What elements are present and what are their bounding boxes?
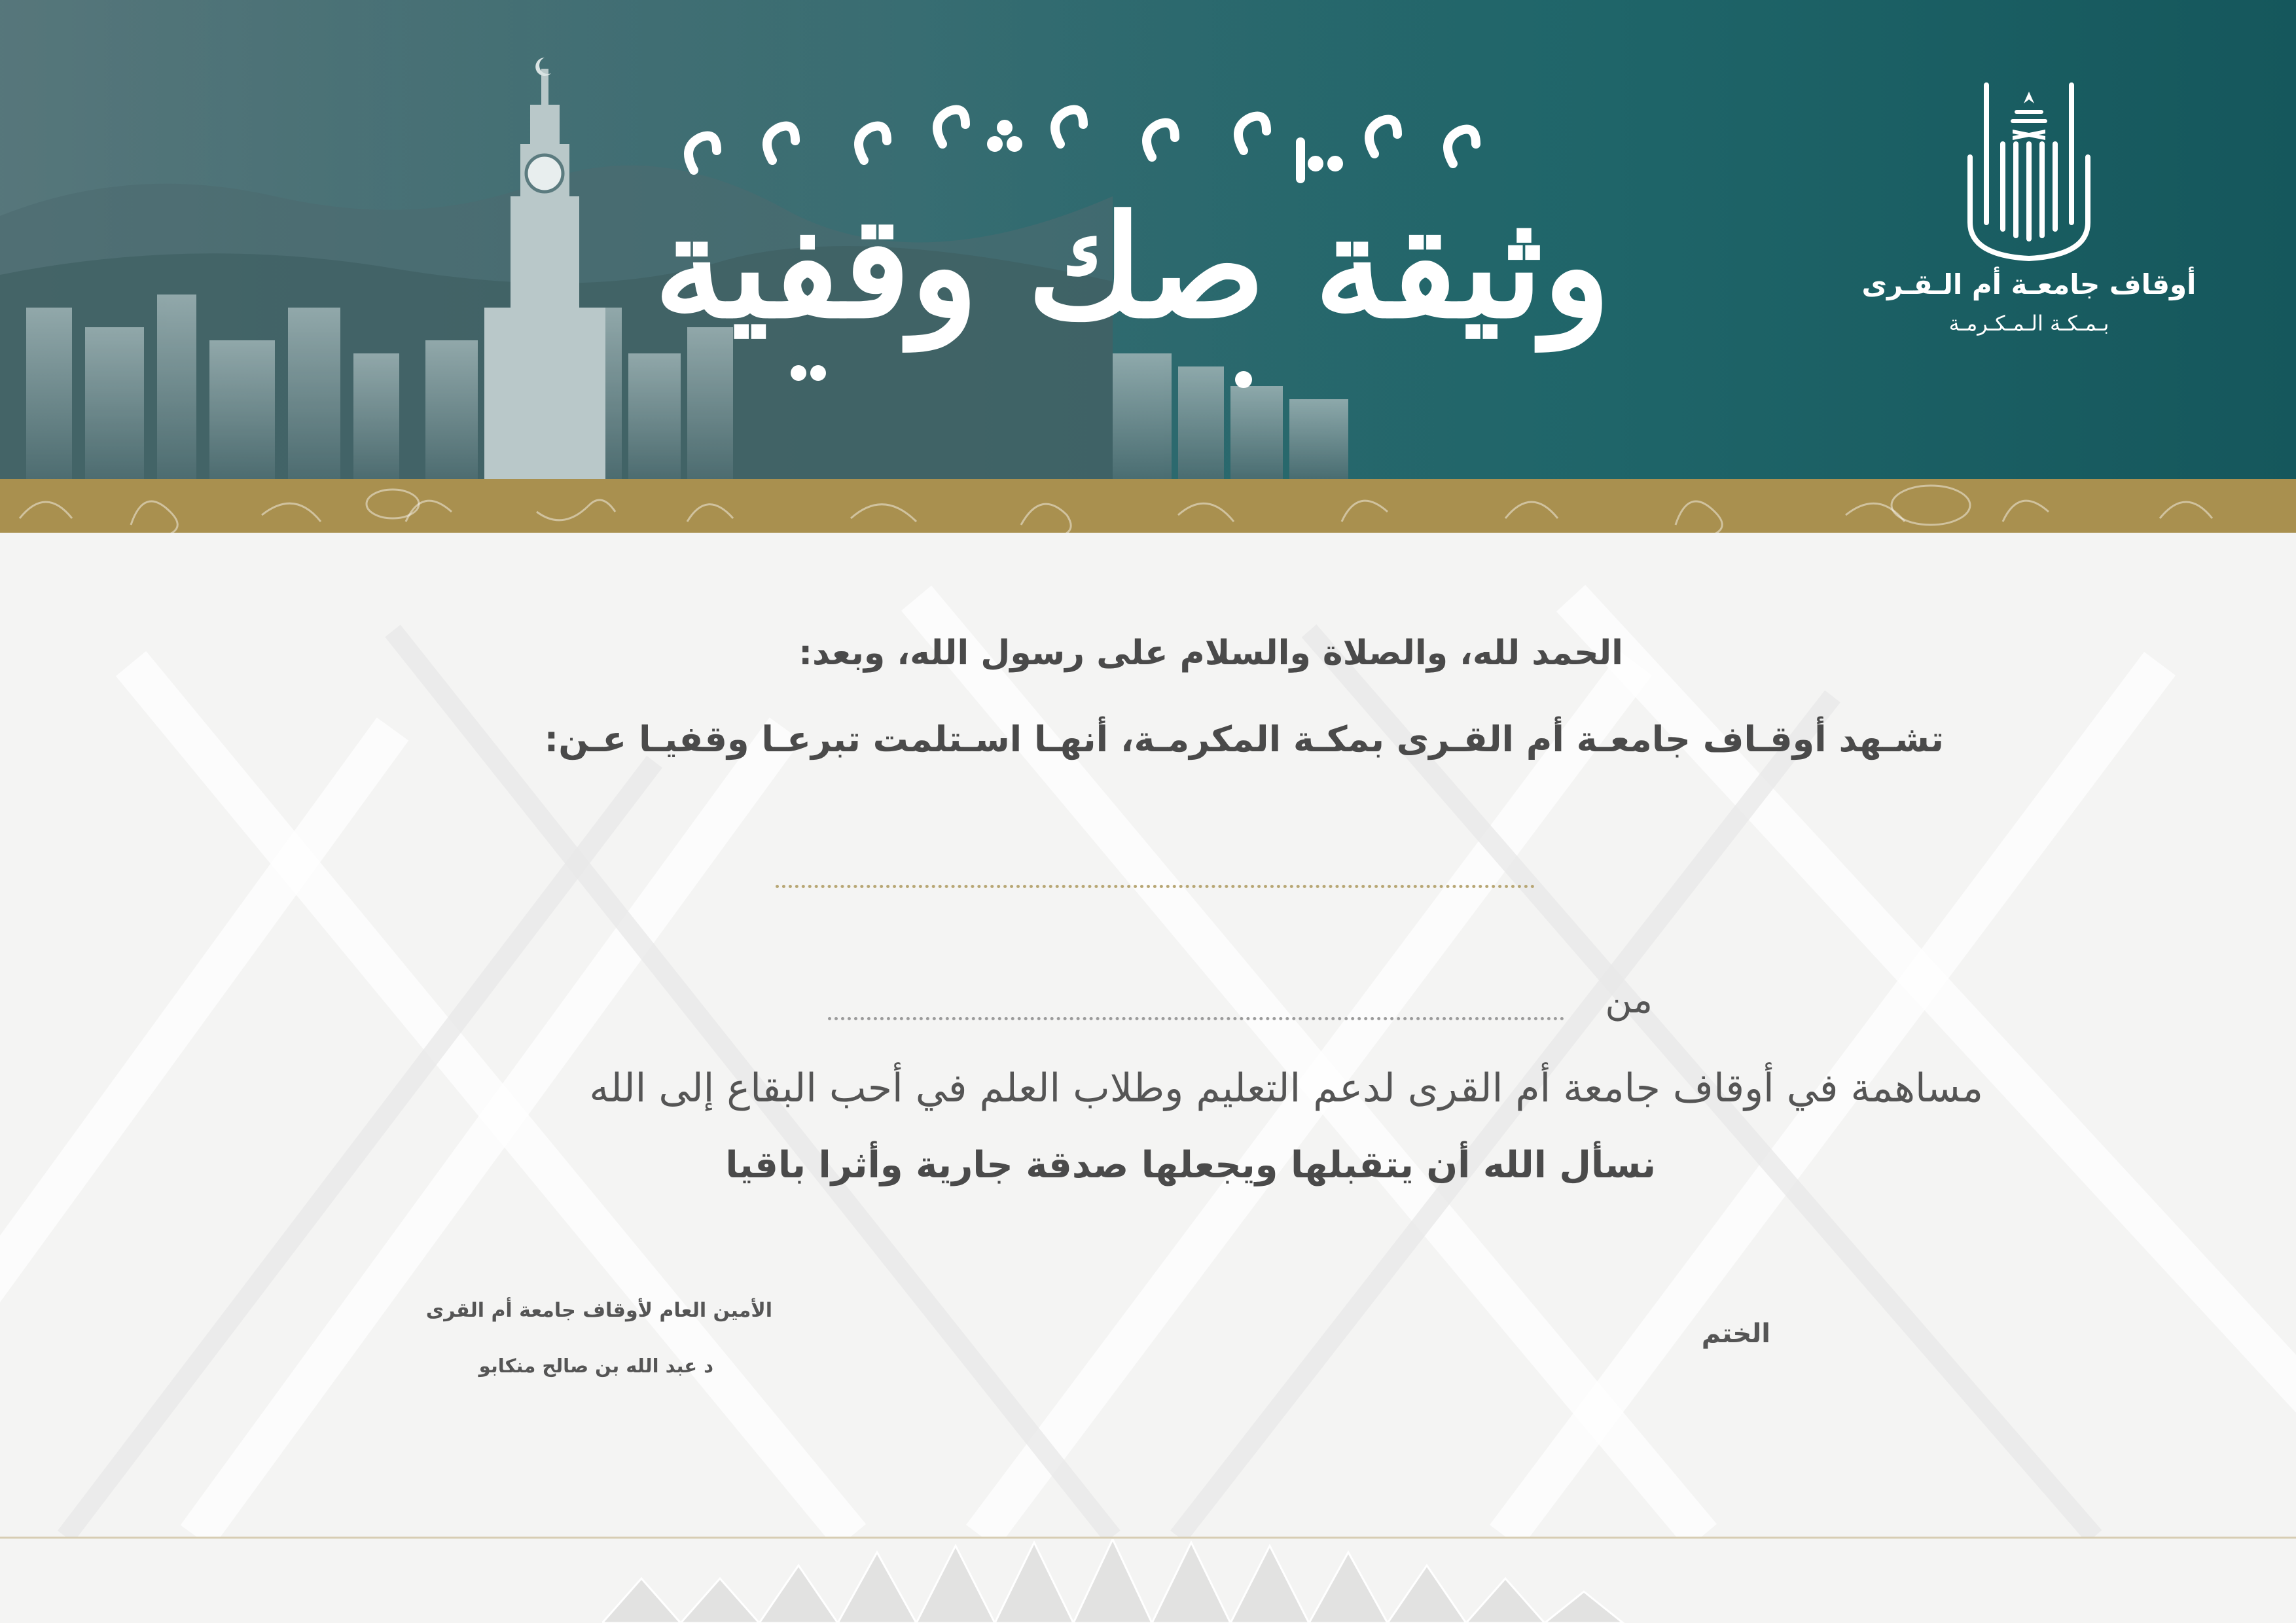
logo-name: أوقاف جامعـة أم الـقـرى xyxy=(1861,268,2197,300)
gold-ornament-band xyxy=(0,479,2296,533)
university-endowments-logo xyxy=(1859,72,2199,353)
header-banner xyxy=(0,0,2296,479)
donor-name-field[interactable] xyxy=(776,885,1535,888)
contribution-statement: مساهمة في أوقاف جامعة أم القرى لدعم التعليم وطلاب العلم في أحب البقاع إلى الله xyxy=(589,1065,1983,1111)
footer-divider xyxy=(0,1537,2296,1539)
gold-band-calligraphy-pattern xyxy=(0,479,2296,533)
opening-praise: الحمد لله، والصلاة والسلام على رسول الله، وبعد: xyxy=(798,633,1623,673)
from-label: من xyxy=(1605,979,1653,1022)
logo-city: بـمـكـة الـمـكـرمـة xyxy=(1948,311,2109,336)
signatory-title: الأمين العام لأوقاف جامعة أم القرى xyxy=(425,1299,772,1322)
logo-emblem-icon xyxy=(1957,72,2101,262)
document-title: وثيقة صك وقفية xyxy=(654,184,1611,349)
testimony-statement: تشـهد أوقـاف جامعـة أم القـرى بمكـة المكرمـة، أنهـا اسـتلمت تبرعـا وقفيـا عـن: xyxy=(544,719,1944,760)
closing-prayer: نسأل الله أن يتقبلها ويجعلها صدقة جارية وأثرا باقيا xyxy=(725,1144,1656,1186)
background-diagonal-pattern xyxy=(0,533,2296,1537)
title-calligraphy xyxy=(602,98,1662,412)
seal-label: الختم xyxy=(1701,1319,1770,1349)
signatory-name: د عبد الله بن صالح منكابو xyxy=(478,1355,713,1377)
footer-lattice-pattern xyxy=(602,1539,1662,1623)
on-behalf-of-field[interactable] xyxy=(828,1017,1564,1020)
